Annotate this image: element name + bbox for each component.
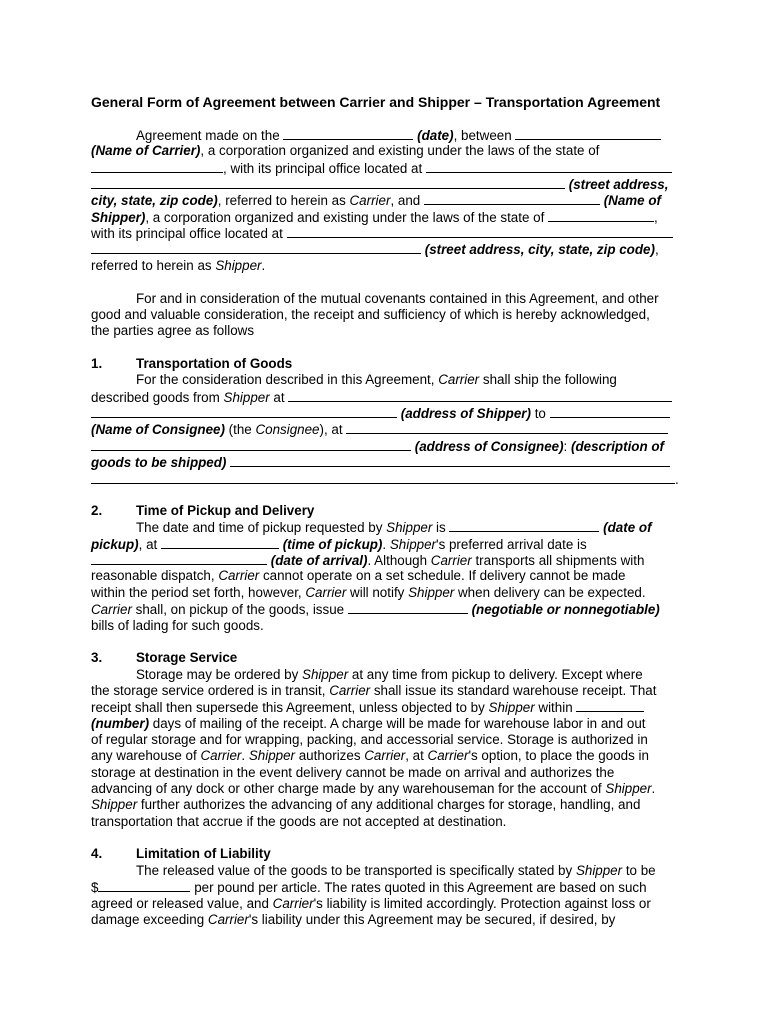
goods-description-blank-2[interactable] <box>91 471 675 484</box>
s4-line-1: The released value of the goods to be transported is specifically stated by Shipper to be <box>136 863 656 878</box>
goods-description-blank[interactable] <box>230 454 670 467</box>
s3-line-9: Shipper further authorizes the advancing of any additional charges for storage, handling, and <box>91 797 641 812</box>
p1-line-6: Shipper), a corporation organized and existing under the laws of the state of , <box>91 210 658 225</box>
carrier-state-blank[interactable] <box>91 160 223 173</box>
s2-line-6: Carrier shall, on pickup of the goods, issue (negotiable or nonnegotiable) <box>91 602 660 617</box>
shipper-address-blank[interactable] <box>91 241 421 254</box>
s3-line-8: advancing of any dock or other charge made by any warehouseman for the account of Shipper. <box>91 781 656 796</box>
s3-line-3: receipt shall then supersede this Agreement, unless objected to by Shipper within <box>91 699 644 716</box>
s4-line-3: agreed or released value, and Carrier's liability is limited accordingly. Protection against loss or <box>91 896 651 911</box>
s2-line-5: within the period set forth, however, Carrier will notify Shipper when delivery can be expected. <box>91 585 646 600</box>
bill-type-blank[interactable] <box>348 601 468 614</box>
s2-line-4: reasonable dispatch, Carrier cannot operate on a set schedule. If delivery cannot be made <box>91 568 626 583</box>
pickup-time-blank[interactable] <box>161 536 279 549</box>
p2-line-1: For and in consideration of the mutual covenants contained in this Agreement, and other <box>136 291 659 306</box>
s1-line-2: described goods from Shipper at <box>91 389 672 406</box>
s3-line-5: of regular storage and for wrapping, packing, and accessorial service. Storage is authorized in <box>91 732 648 747</box>
s2-line-1: The date and time of pickup requested by Shipper is (date of <box>136 520 652 535</box>
pickup-date-blank[interactable] <box>449 519 599 532</box>
s2-line-7: bills of lading for such goods. <box>91 618 264 633</box>
released-value-blank[interactable] <box>98 879 190 892</box>
p1-line-4: (street address, <box>91 176 668 193</box>
section-1-heading: 1. Transportation of Goods <box>91 356 293 371</box>
s3-line-1: Storage may be ordered by Shipper at any time from pickup to delivery. Except where <box>136 667 643 682</box>
s4-line-2: $ per pound per article. The rates quoted in this Agreement are based on such <box>91 880 647 895</box>
p1-line-7: with its principal office located at <box>91 225 673 242</box>
p1-line-9: referred to herein as Shipper. <box>91 258 266 273</box>
shipper-office-blank[interactable] <box>287 225 673 238</box>
consignee-address-blank[interactable] <box>91 438 411 451</box>
s3-line-4: (number) days of mailing of the receipt. A charge will be made for warehouse labor in and out <box>91 716 646 731</box>
objection-days-blank[interactable] <box>576 699 644 712</box>
section-4-heading: 4. Limitation of Liability <box>91 846 271 861</box>
s2-line-2: pickup), at (time of pickup). Shipper's preferred arrival date is <box>91 537 587 552</box>
p1-line-5: city, state, zip code), referred to herein as Carrier, and (Name of <box>91 193 661 208</box>
s3-line-10: transportation that accrue if the goods are not accepted at destination. <box>91 814 507 829</box>
s4-line-4: damage exceeding Carrier's liability under this Agreement may be secured, if desired, by <box>91 912 616 927</box>
section-3-heading: 3. Storage Service <box>91 650 238 665</box>
s3-line-6: any warehouse of Carrier. Shipper authorizes Carrier, at Carrier's option, to place the goods in <box>91 748 649 763</box>
s1-line-3: (address of Shipper) to <box>91 405 670 422</box>
shipper-address-line-blank[interactable] <box>91 405 397 418</box>
consignee-name-blank[interactable] <box>550 405 670 418</box>
shipper-name-blank[interactable] <box>424 192 600 205</box>
s1-line-4: (Name of Consignee) (the Consignee), at <box>91 421 668 438</box>
p1-line-3: , with its principal office located at <box>91 160 672 177</box>
s1-line-7: . <box>91 471 679 488</box>
p1-line-1: Agreement made on the (date), between <box>136 127 661 144</box>
p2-line-3: the parties agree as follows <box>91 323 255 338</box>
s1-line-5: (address of Consignee): (description of <box>91 438 664 455</box>
p1-line-8: (street address, city, state, zip code), <box>91 241 659 258</box>
section-2-heading: 2. Time of Pickup and Delivery <box>91 503 315 518</box>
s3-line-7: storage at destination in the event delivery cannot be made on arrival and authorizes the <box>91 765 615 780</box>
s1-line-1: For the consideration described in this Agreement, Carrier shall ship the following <box>136 372 617 387</box>
s3-line-2: the storage service ordered is in transit, Carrier shall issue its standard warehouse receipt. That <box>91 683 657 698</box>
shipper-state-blank[interactable] <box>548 209 654 222</box>
s2-line-3: (date of arrival). Although Carrier transports all shipments with <box>91 552 644 569</box>
carrier-address-blank[interactable] <box>91 176 565 189</box>
agreement-date-blank[interactable] <box>283 127 413 140</box>
carrier-name-blank[interactable] <box>515 127 661 140</box>
arrival-date-blank[interactable] <box>91 552 267 565</box>
s1-line-6: goods to be shipped) <box>91 454 670 471</box>
consignee-location-blank[interactable] <box>346 421 668 434</box>
shipper-pickup-blank[interactable] <box>288 389 672 402</box>
p1-line-2: (Name of Carrier), a corporation organized and existing under the laws of the state of <box>91 143 600 158</box>
carrier-office-blank[interactable] <box>426 160 672 173</box>
p2-line-2: good and valuable consideration, the receipt and sufficiency of which is hereby acknowledged, <box>91 307 650 322</box>
document-title: General Form of Agreement between Carrier and Shipper – Transportation Agreement <box>91 94 661 110</box>
